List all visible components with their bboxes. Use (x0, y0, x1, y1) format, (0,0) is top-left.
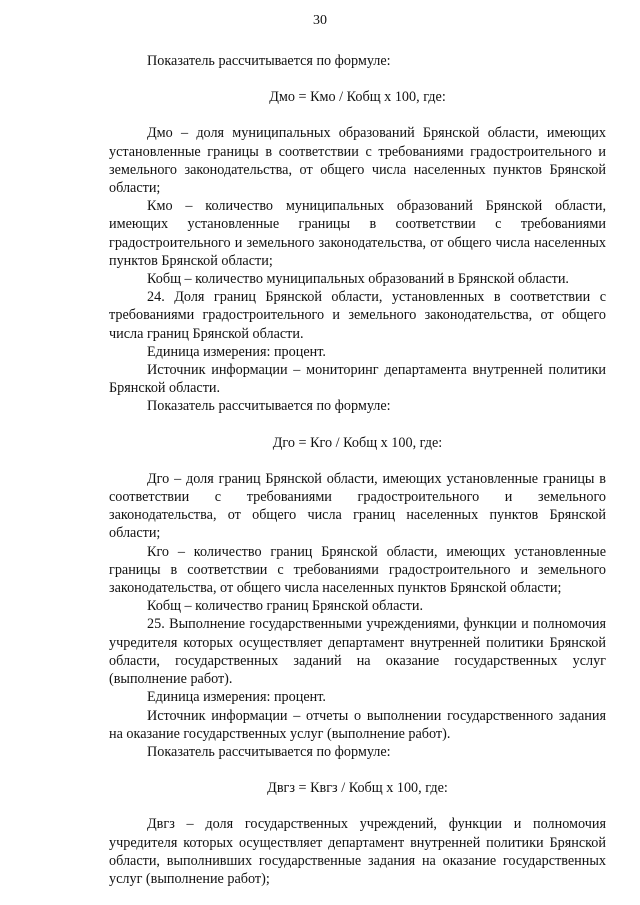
paragraph: Показатель рассчитывается по формуле: (147, 53, 391, 69)
paragraph: Источник информации – мониторинг департамента внутренней политики Брянской области. (109, 362, 606, 397)
paragraph: Единица измерения: процент. (147, 343, 326, 360)
document-body (109, 52, 606, 888)
paragraph: Дго – доля границ Брянской области, имеющих установленные границы в соответствии с требованиями градостроительного и земельного законодательства, от общего числа границ населенных пунктов Брянской области; (109, 470, 606, 542)
paragraph: Двгз – доля государственных учреждений, функции и полномочия учредителя которых осуществляет департамент внутренней политики Брянской области, выполнивших государственные задания на оказание государственных услуг (выполнение работ); (109, 816, 606, 887)
paragraph: Единица измерения: процент. (147, 689, 326, 706)
formula: Двгз = Квгз / Кобщ х 100, где: (267, 780, 448, 797)
paragraph: Показатель рассчитывается по формуле: (147, 398, 391, 415)
paragraph: 24. Доля границ Брянской области, установленных в соответствии с требованиями градостроительного и земельного законодательства, от общего числа границ Брянской области. (109, 289, 606, 342)
paragraph: Дмо – доля муниципальных образований Брянской области, имеющих установленные границы в соответствии с требованиями градостроительного и земельного законодательства, от общего числа населенных пунктов Брянской области; (109, 125, 606, 197)
paragraph: Кобщ – количество муниципальных образований в Брянской области. (147, 271, 569, 288)
paragraph: Кго – количество границ Брянской области, имеющих установленные границы в соответствии с требованиями градостроительного и земельного законодательства, от общего числа населенных пунктов Брянской области; (109, 543, 606, 597)
paragraph: Источник информации – отчеты о выполнении государственного задания на оказание государственных услуг (выполнение работ). (109, 707, 606, 742)
paragraph: 25. Выполнение государственными учреждениями, функции и полномочия учредителя которых осуществляет департамент внутренней политики Брянской области, государственных заданий на оказание государственных услуг (выполнение работ). (109, 616, 606, 688)
page-number: 30 (313, 13, 327, 28)
paragraph: Кмо – количество муниципальных образований Брянской области, имеющих установленные границы в соответствии с требованиями градостроительного и земельного законодательства, от общего числа населенных пунктов Брянской области; (109, 198, 606, 269)
formula: Дго = Кго / Кобщ х 100, где: (272, 434, 443, 451)
paragraph: Кобщ – количество границ Брянской области. (147, 598, 424, 615)
paragraph: Показатель рассчитывается по формуле: (147, 743, 391, 760)
formula: Дмо = Кмо / Кобщ х 100, где: (269, 89, 446, 106)
